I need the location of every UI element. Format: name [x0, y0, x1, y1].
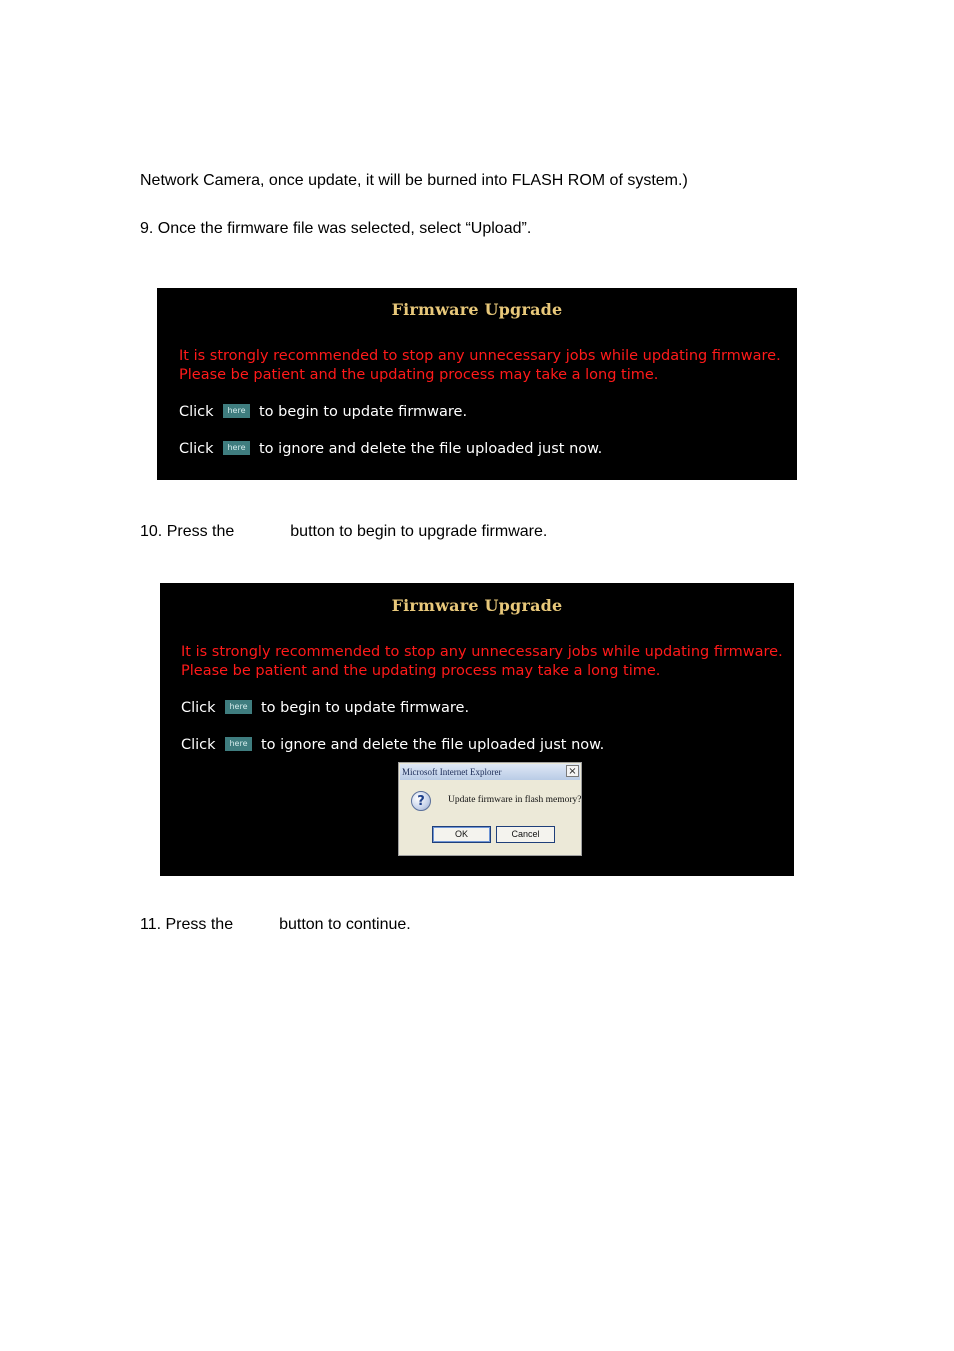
paragraph-text: 9. Once the firmware file was selected, select “Upload”.	[140, 220, 532, 237]
here-ignore-button[interactable]: here	[223, 441, 250, 455]
click-label: Click	[181, 737, 216, 753]
firmware-upgrade-panel-1	[157, 288, 797, 480]
paragraph-text: 10. Press the	[140, 523, 235, 540]
click-label: Click	[179, 441, 214, 457]
paragraph-text: button to continue.	[279, 916, 411, 933]
here-update-button[interactable]: here	[225, 700, 252, 714]
update-row	[179, 403, 467, 421]
row-text: to begin to update firmware.	[261, 700, 470, 716]
panel-title: Firmware Upgrade	[391, 300, 563, 319]
row-text: to ignore and delete the file uploaded just now.	[259, 441, 603, 457]
firmware-upgrade-panel-2	[160, 583, 794, 876]
paragraph-flash-rom	[140, 171, 688, 191]
warning-text	[181, 643, 783, 681]
ok-button[interactable]: OK	[432, 826, 491, 843]
step-9-paragraph	[140, 219, 531, 239]
row-text: to begin to update firmware.	[259, 404, 468, 420]
dialog-title: Microsoft Internet Explorer	[400, 764, 580, 780]
warning-line-1: It is strongly recommended to stop any unnecessary jobs while updating firmware.	[181, 644, 783, 660]
warning-text	[179, 347, 781, 385]
click-label: Click	[181, 700, 216, 716]
row-text: to ignore and delete the file uploaded just now.	[261, 737, 605, 753]
paragraph-text: button to begin to upgrade firmware.	[290, 523, 548, 540]
panel-title: Firmware Upgrade	[391, 596, 563, 615]
paragraph-text: Network Camera, once update, it will be burned into FLASH ROM of system.)	[140, 172, 688, 189]
question-icon: ?	[411, 791, 431, 811]
here-update-button[interactable]: here	[223, 404, 250, 418]
ignore-row	[181, 736, 604, 754]
paragraph-text: 11. Press the	[140, 916, 234, 933]
warning-line-2: Please be patient and the updating process may take a long time.	[179, 367, 659, 383]
confirm-dialog	[398, 762, 582, 856]
step-11-paragraph	[140, 915, 411, 935]
click-label: Click	[179, 404, 214, 420]
dialog-message: Update firmware in flash memory?	[448, 795, 582, 805]
here-ignore-button[interactable]: here	[225, 737, 252, 751]
step-10-paragraph	[140, 522, 547, 542]
update-row	[181, 699, 469, 717]
warning-line-1: It is strongly recommended to stop any unnecessary jobs while updating firmware.	[179, 348, 781, 364]
warning-line-2: Please be patient and the updating process may take a long time.	[181, 663, 661, 679]
ignore-row	[179, 440, 602, 458]
close-icon[interactable]: ×	[566, 765, 579, 777]
cancel-button[interactable]: Cancel	[496, 826, 555, 843]
